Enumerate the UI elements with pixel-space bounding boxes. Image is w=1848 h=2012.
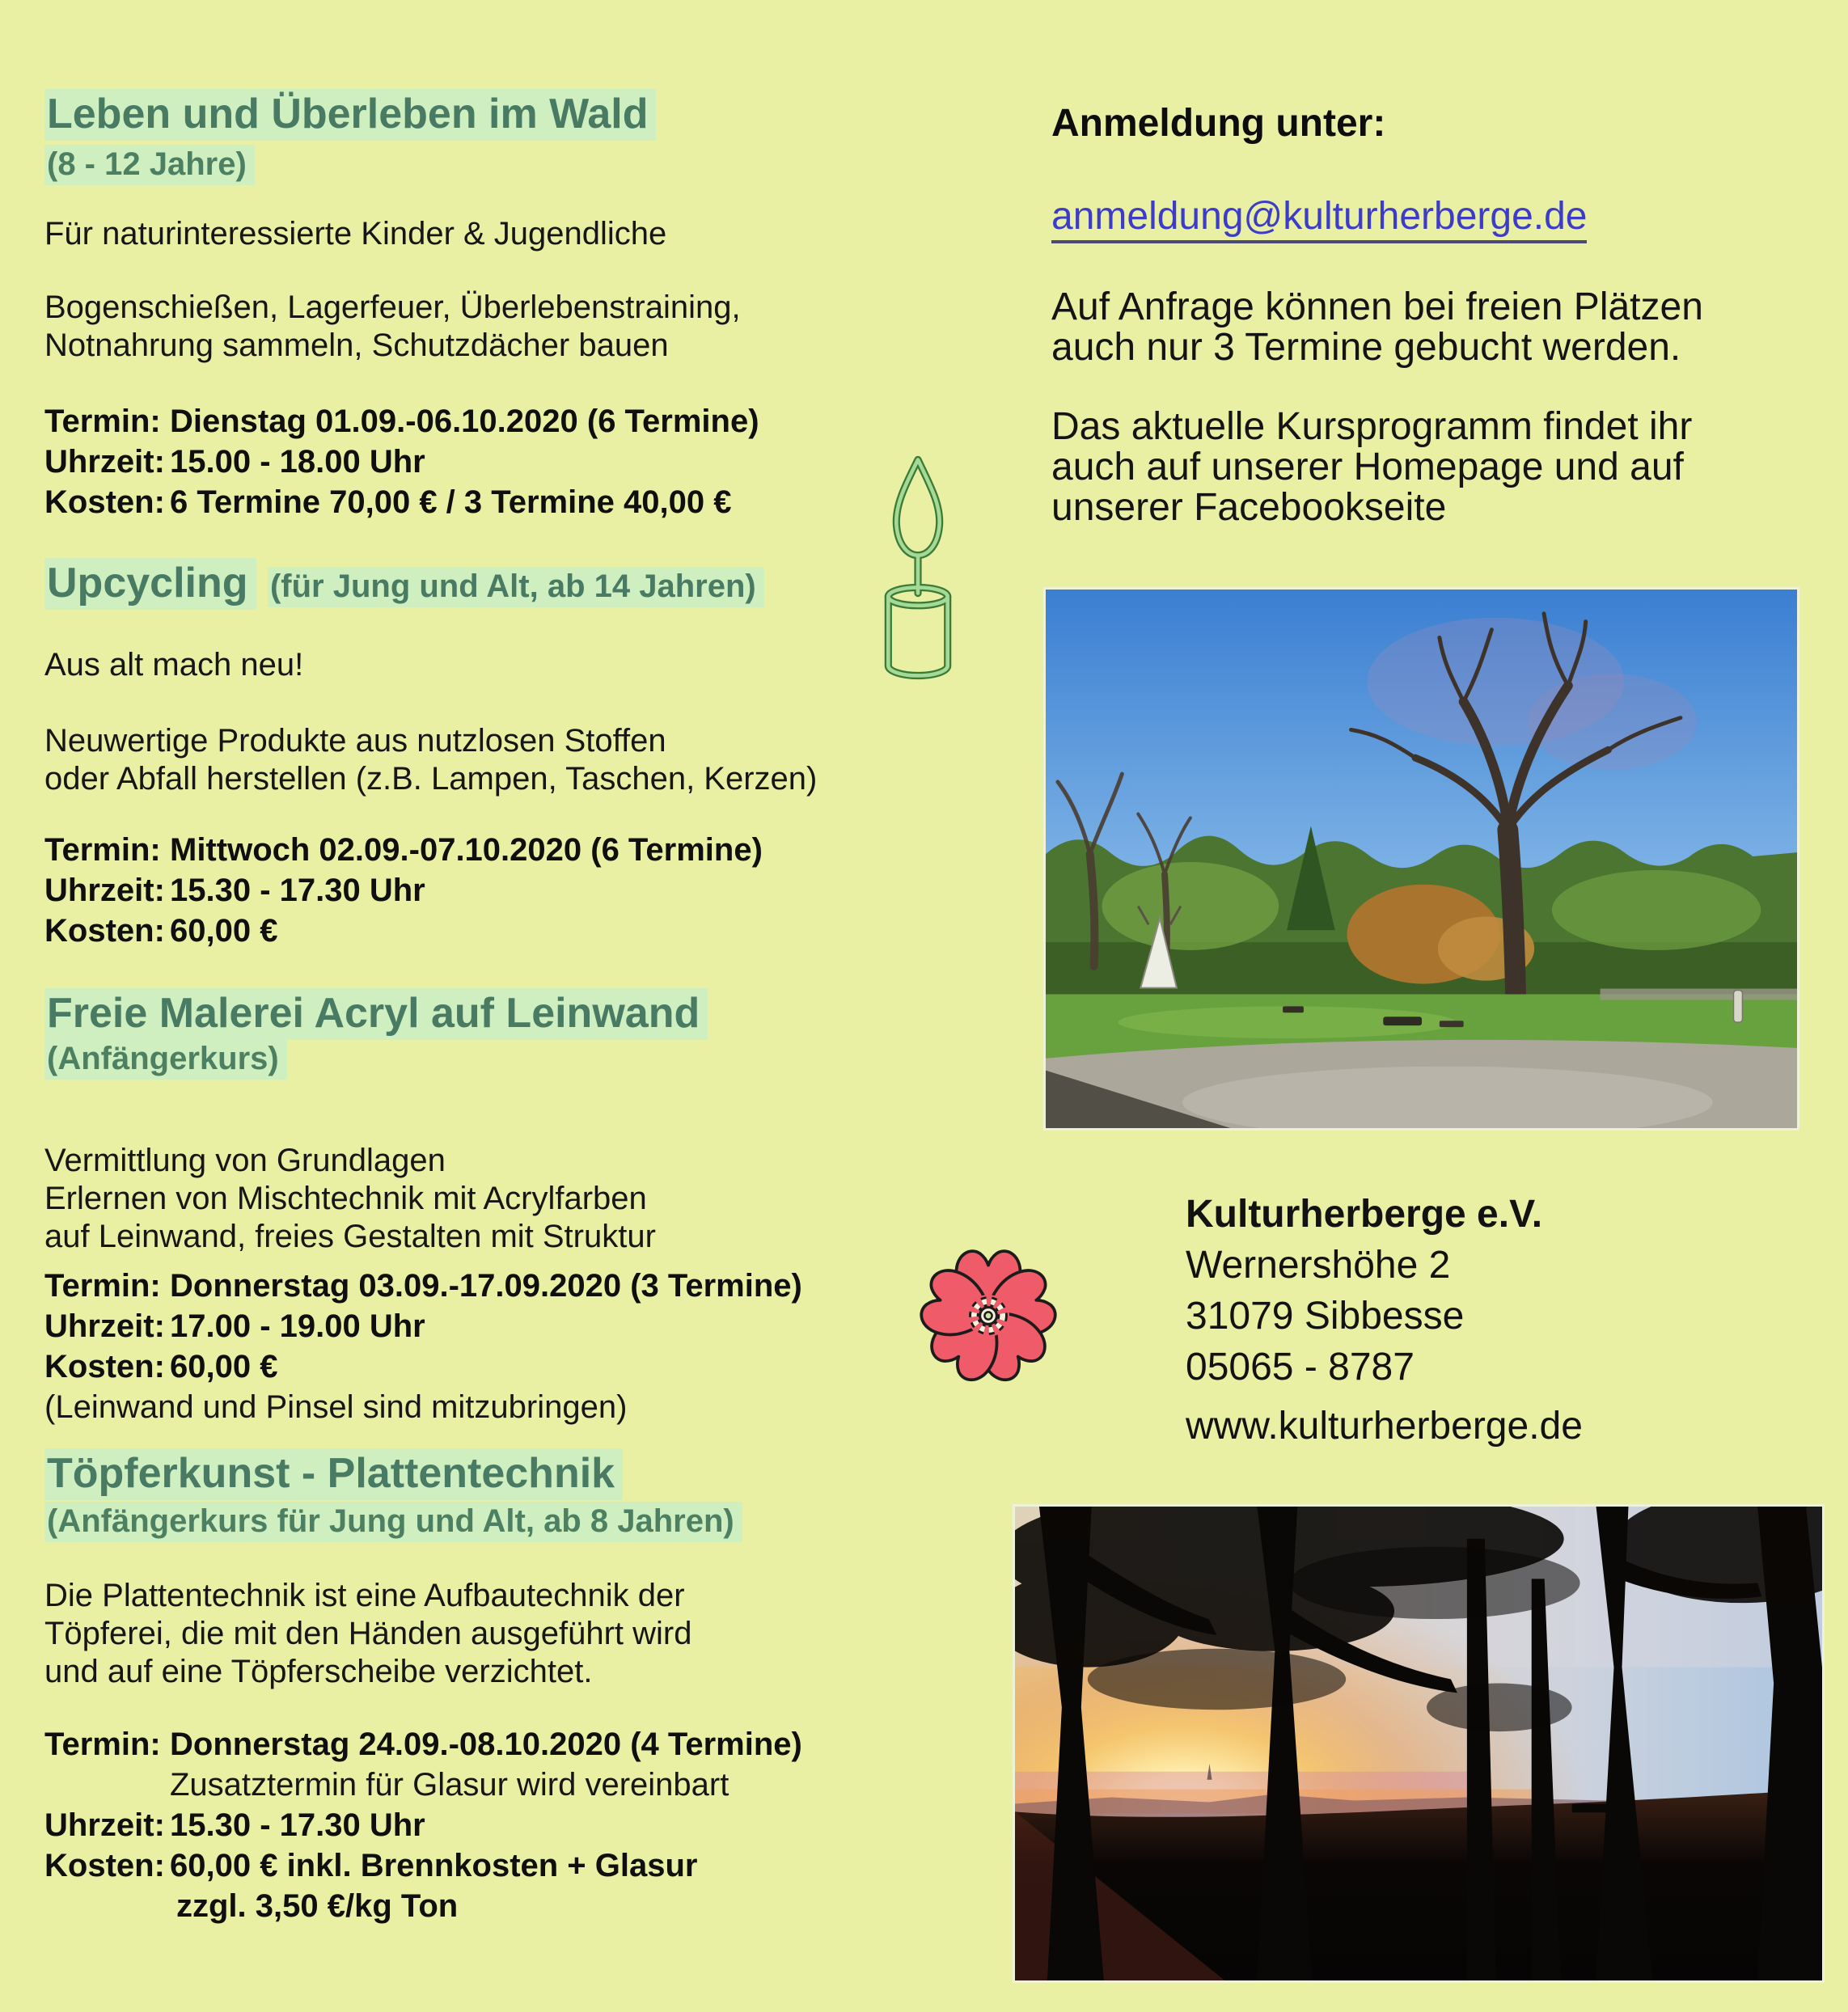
street-address: Wernershöhe 2 [1186, 1244, 1451, 1287]
course1-kosten-value: 6 Termine 70,00 € / 3 Termine 40,00 € [170, 484, 732, 520]
course3-description [44, 1142, 656, 1256]
city-address: 31079 Sibbesse [1186, 1295, 1465, 1338]
course4-uhrzeit-row [44, 1805, 802, 1845]
contact-address-block [1186, 1189, 1542, 1393]
course3-termin-value: Donnerstag 03.09.-17.09.2020 (3 Termine) [170, 1268, 802, 1304]
course2-details [44, 830, 763, 951]
course1-uhrzeit-row [44, 442, 759, 482]
course1-subtitle-text: (8 - 12 Jahre) [44, 145, 255, 185]
uhrzeit-label: Uhrzeit: [44, 873, 165, 908]
course2-uhrzeit-row [44, 870, 763, 911]
course4-subtitle-text: (Anfängerkurs für Jung und Alt, ab 8 Jahren) [44, 1502, 742, 1542]
booking-info-paragraph [1051, 287, 1703, 368]
course4-kosten-row [44, 1845, 802, 1886]
course4-description [44, 1577, 691, 1691]
course4-description-line1: Die Plattentechnik ist eine Aufbautechnik der [44, 1578, 685, 1613]
course3-details [44, 1266, 802, 1427]
course1-kosten-row [44, 482, 759, 522]
course3-uhrzeit-row [44, 1306, 802, 1346]
organization-name: Kulturherberge e.V. [1186, 1193, 1543, 1236]
course3-subtitle [44, 1040, 287, 1077]
booking-info-line2: auch nur 3 Termine gebucht werden. [1051, 326, 1681, 369]
candle-icon [875, 450, 961, 689]
course2-kosten-value: 60,00 € [170, 913, 278, 949]
kosten-label: Kosten: [44, 1349, 165, 1384]
course2-description-line1: Neuwertige Produkte aus nutzlosen Stoffen [44, 723, 666, 759]
course2-uhrzeit-value: 15.30 - 17.30 Uhr [170, 873, 425, 908]
course4-subtitle [44, 1503, 742, 1540]
course4-details [44, 1724, 802, 1926]
course1-termin-value: Dienstag 01.09.-06.10.2020 (6 Termine) [170, 404, 759, 439]
course3-termin-row [44, 1266, 802, 1306]
course2-termin-value: Mittwoch 02.09.-07.10.2020 (6 Termine) [170, 832, 763, 868]
course1-activities-line2: Notnahrung sammeln, Schutzdächer bauen [44, 328, 669, 363]
booking-info-line1: Auf Anfrage können bei freien Plätzen [1051, 285, 1703, 328]
course4-termin-row [44, 1724, 802, 1765]
course3-kosten-row [44, 1346, 802, 1387]
course4-description-line3: und auf eine Töpferscheibe verzichtet. [44, 1654, 593, 1689]
phone-number: 05065 - 8787 [1186, 1346, 1415, 1389]
website-url: www.kulturherberge.de [1186, 1405, 1583, 1448]
course1-title-text: Leben und Überleben im Wald [44, 89, 656, 141]
course1-subtitle [44, 146, 255, 183]
course4-uhrzeit-value: 15.30 - 17.30 Uhr [170, 1807, 425, 1843]
termin-label: Termin: [44, 1268, 161, 1304]
course4-kosten-extra: zzgl. 3,50 €/kg Ton [176, 1888, 459, 1924]
course2-kosten-row [44, 911, 763, 951]
course4-title [44, 1450, 623, 1497]
course1-title [44, 91, 656, 137]
program-info-paragraph [1051, 407, 1692, 528]
kosten-label: Kosten: [44, 913, 165, 949]
course2-termin-row [44, 830, 763, 870]
course2-slogan: Aus alt mach neu! [44, 647, 304, 683]
course3-description-line3: auf Leinwand, freies Gestalten mit Struktur [44, 1219, 656, 1254]
registration-email-link[interactable]: anmeldung@kulturherberge.de [1051, 194, 1587, 243]
course1-activities-line1: Bogenschießen, Lagerfeuer, Überlebenstraining, [44, 290, 741, 325]
course2-title [44, 560, 764, 610]
termin-label: Termin: [44, 404, 161, 439]
termin-label: Termin: [44, 1727, 161, 1762]
course1-termin-row [44, 401, 759, 442]
course4-title-text: Töpferkunst - Plattentechnik [44, 1448, 623, 1500]
course3-uhrzeit-value: 17.00 - 19.00 Uhr [170, 1308, 425, 1344]
course1-description: Für naturinteressierte Kinder & Jugendliche [44, 216, 667, 252]
course1-uhrzeit-value: 15.00 - 18.00 Uhr [170, 444, 425, 480]
sunset-photo [1013, 1504, 1825, 1983]
course3-subtitle-text: (Anfängerkurs) [44, 1039, 287, 1080]
program-info-line2: auch auf unserer Homepage und auf [1051, 446, 1684, 488]
course3-note: (Leinwand und Pinsel sind mitzubringen) [44, 1389, 628, 1425]
course1-details [44, 401, 759, 522]
kosten-label: Kosten: [44, 484, 165, 520]
course2-description-line2: oder Abfall herstellen (z.B. Lampen, Taschen, Kerzen) [44, 761, 818, 797]
course3-kosten-value: 60,00 € [170, 1349, 278, 1384]
course3-title-text: Freie Malerei Acryl auf Leinwand [44, 988, 708, 1040]
course3-description-line2: Erlernen von Mischtechnik mit Acrylfarben [44, 1181, 647, 1216]
uhrzeit-label: Uhrzeit: [44, 444, 165, 480]
flower-icon [904, 1229, 1072, 1402]
park-photo [1043, 587, 1799, 1131]
course4-termin-note: Zusatztermin für Glasur wird vereinbart [170, 1767, 729, 1803]
course3-description-line1: Vermittlung von Grundlagen [44, 1143, 446, 1178]
course4-termin-value: Donnerstag 24.09.-08.10.2020 (4 Termine) [170, 1727, 802, 1762]
program-info-line1: Das aktuelle Kursprogramm findet ihr [1051, 405, 1693, 448]
course4-kosten-value: 60,00 € inkl. Brennkosten + Glasur [170, 1848, 698, 1883]
course4-description-line2: Töpferei, die mit den Händen ausgeführt wird [44, 1616, 692, 1651]
kosten-label: Kosten: [44, 1848, 165, 1883]
course3-title [44, 990, 708, 1037]
course2-description [44, 722, 817, 798]
uhrzeit-label: Uhrzeit: [44, 1308, 165, 1344]
course2-title-text: Upcycling [44, 558, 256, 610]
program-info-line3: unserer Facebookseite [1051, 486, 1447, 529]
course2-subtitle-text: (für Jung und Alt, ab 14 Jahren) [268, 567, 764, 607]
registration-heading: Anmeldung unter: [1051, 102, 1386, 145]
uhrzeit-label: Uhrzeit: [44, 1807, 165, 1843]
termin-label: Termin: [44, 832, 161, 868]
course1-activities [44, 289, 741, 365]
